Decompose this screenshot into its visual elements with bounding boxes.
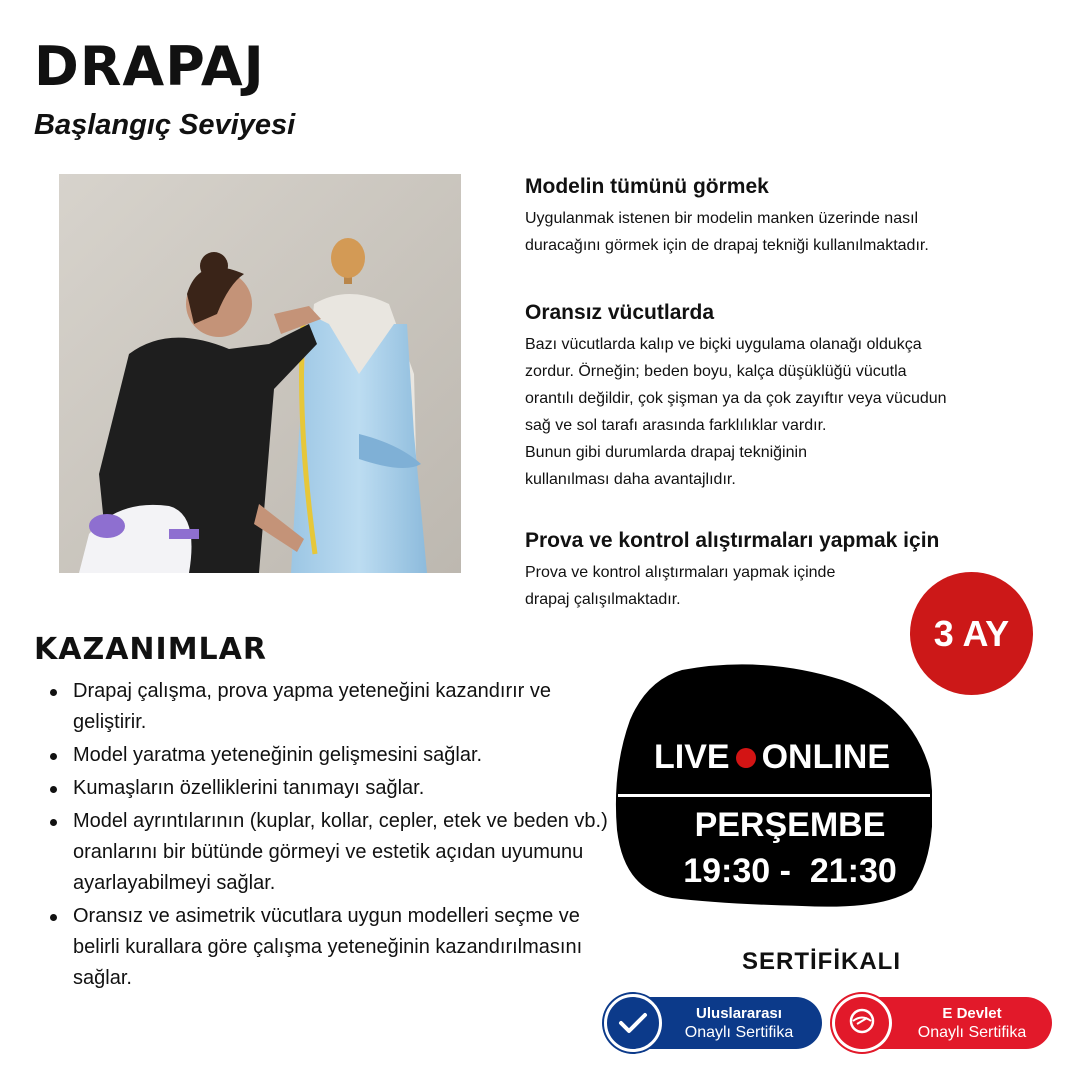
checkmark-icon [604,994,662,1052]
badge-normal-text: Onaylı Sertifika [917,1024,1027,1041]
list-item [50,676,610,738]
bullet-icon [50,786,57,793]
list-item [50,773,610,804]
text-line: drapaj çalışılmaktadır. [525,591,681,609]
text-line: orantılı değildir, çok şişman ya da çok zayıftır veya vücudun [525,390,947,408]
edevlet-logo-icon [832,994,892,1052]
list-item-text: Oransız ve asimetrik vücutlara uygun modelleri seçme ve belirli kurallara göre çalışma yeteneğinin kazandırılmasını sağlar. [73,905,583,989]
gains-list [50,676,610,996]
bullet-icon [50,914,57,921]
live-dot-icon [736,748,756,768]
schedule-day: PERŞEMBE [694,806,886,844]
list-item [50,901,610,994]
schedule-divider [618,794,930,797]
list-item-text: Model ayrıntılarının (kuplar, kollar, cepler, etek ve beden vb.) oranlarını bir bütünde görmeyi ve estetik açıdan uyumunu ayarlayabilmeyi sağlar. [73,810,608,894]
draping-photo [59,174,461,573]
page-subtitle: Başlangıç Seviyesi [34,109,296,141]
badge-text [669,1004,809,1042]
page-title: DRAPAJ [34,35,265,98]
section-heading: Prova ve kontrol alıştırmaları yapmak için [525,529,940,552]
live-text: LIVE [653,738,730,776]
section-irregular-bodies [525,300,1045,493]
gains-title: KAZANIMLAR [34,632,267,667]
text-line: sağ ve sol tarafı arasında farklılıklar vardır. [525,417,827,435]
section-text [525,205,1045,259]
list-item-text: Model yaratma yeteneğinin gelişmesini sağlar. [73,744,483,766]
live-online-label [612,738,932,777]
online-text: ONLINE [761,738,891,776]
text-line: zordur. Örneğin; beden boyu, kalça düşüklüğü vücutla [525,363,907,381]
text-line: Prova ve kontrol alıştırmaları yapmak içinde [525,564,836,582]
section-heading: Modelin tümünü görmek [525,175,769,198]
schedule-time: 19:30 - 21:30 [683,852,897,890]
duration-badge: 3 AY [910,572,1033,695]
badge-text [899,1004,1045,1042]
list-item [50,740,610,771]
list-item-text: Kumaşların özelliklerini tanımayı sağlar. [73,777,425,799]
bullet-icon [50,689,57,696]
list-item-text: Drapaj çalışma, prova yapma yeteneğini kazandırır ve geliştirir. [73,680,552,733]
list-item [50,806,610,899]
text-line: Uygulanmak istenen bir modelin manken üzerinde nasıl [525,210,919,228]
badge-bold-text: E Devlet [942,1005,1002,1022]
section-heading: Oransız vücutlarda [525,301,715,324]
section-full-model [525,174,1045,259]
draping-photo-illustration [59,174,461,573]
text-line: kullanılması daha avantajlıdır. [525,471,736,489]
certificate-label: SERTİFİKALI [742,948,901,975]
bullet-icon [50,819,57,826]
text-line: Bunun gibi durumlarda drapaj tekniğinin [525,444,807,462]
text-line: Bazı vücutlarda kalıp ve biçki uygulama olanağı oldukça [525,336,922,354]
section-text [525,331,1045,493]
badge-bold-text: Uluslararası [696,1005,782,1022]
badge-normal-text: Onaylı Sertifika [684,1024,794,1041]
bullet-icon [50,753,57,760]
text-line: duracağını görmek için de drapaj tekniği kullanılmaktadır. [525,237,929,255]
